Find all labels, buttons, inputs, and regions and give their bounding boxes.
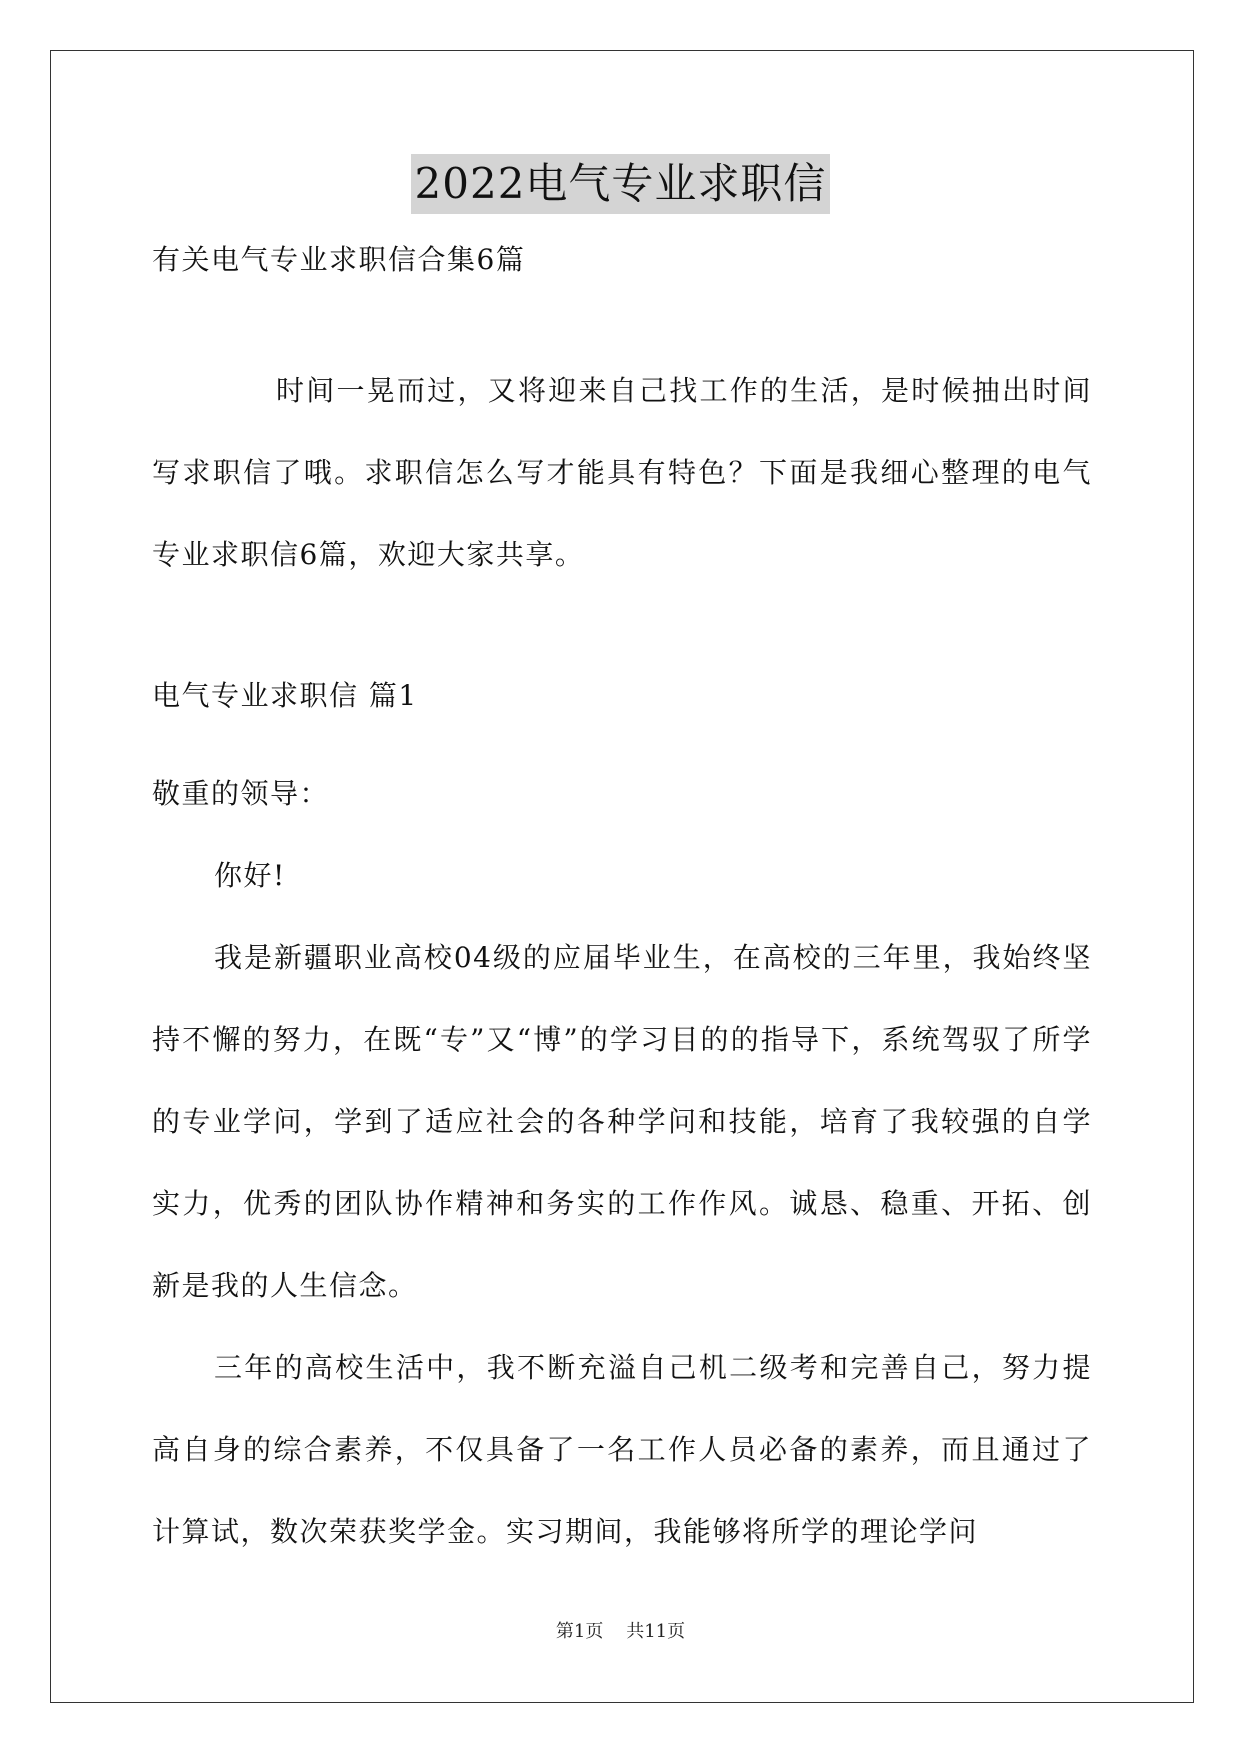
letter-paragraph-2: 三年的高校生活中，我不断充溢自己机二级考和完善自己，努力提高自身的综合素养，不仅具备了一名工作人员必备的素养，而且通过了计算试，数次荣获奖学金。实习期间，我能够将所学的理论学问 xyxy=(152,1351,1092,1548)
letter-body xyxy=(152,753,1092,1573)
intro-section xyxy=(152,350,1092,596)
intro-paragraph: 时间一晃而过，又将迎来自己找工作的生活，是时候抽出时间写求职信了哦。求职信怎么写才能具有特色？下面是我细心整理的电气专业求职信6篇，欢迎大家共享。 xyxy=(152,374,1092,571)
page-footer xyxy=(0,1620,1241,1644)
letter-paragraph-1: 我是新疆职业高校04级的应届毕业生，在高校的三年里，我始终坚持不懈的努力，在既“专”又“博”的学习目的的指导下，系统驾驭了所学的专业学问，学到了适应社会的各种学问和技能，培育了我较强的自学实力，优秀的团队协作精神和务实的工作作风。诚恳、稳重、开拓、创新是我的人生信念。 xyxy=(152,941,1092,1302)
salutation: 敬重的领导： xyxy=(152,777,330,810)
document-title: 2022电气专业求职信 xyxy=(411,154,831,214)
section-heading: 电气专业求职信 篇1 xyxy=(152,679,418,712)
page-number: 第1页 xyxy=(555,1621,604,1642)
page-total: 共11页 xyxy=(626,1621,686,1642)
greeting: 你好! xyxy=(214,859,286,892)
document-subtitle: 有关电气专业求职信合集6篇 xyxy=(152,243,526,276)
title-container xyxy=(0,154,1241,214)
